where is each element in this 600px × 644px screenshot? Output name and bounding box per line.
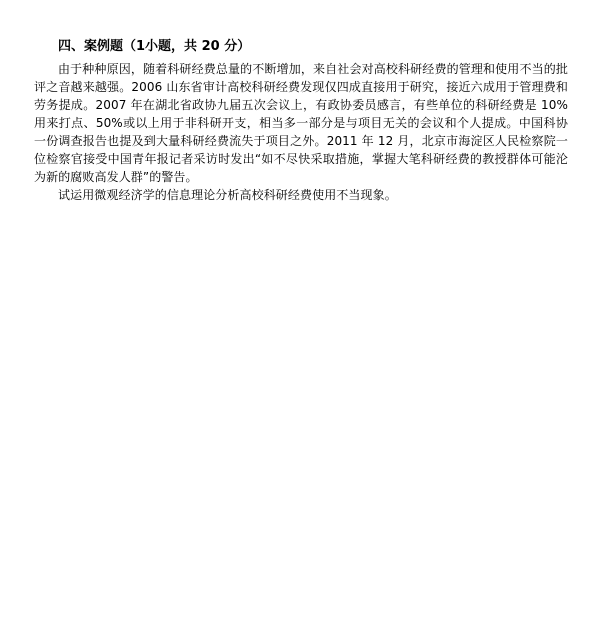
case-question: 试运用微观经济学的信息理论分析高校科研经费使用不当现象。 [58,188,397,202]
case-study-section [34,38,568,204]
section-heading: 四、案例题（1小题，共 20 分） [58,39,251,54]
case-paragraph: 由于种种原因，随着科研经费总量的不断增加，来自社会对高校科研经费的管理和使用不当的批评之音越来越强。2006 山东省审计高校科研经费发现仅四成直接用于研究，接近六成用于管理费和劳务提成。2007 年在湖北省政协九届五次会议上，有政协委员感言，有些单位的科研经费是 10%用来打点、50%或以上用于非科研开支，相当多一部分是与项目无关的会议和个人提成。中国科协一份调查报告也提及到大量科研经费流失于项目之外。2011 年 12 月，北京市海淀区人民检察院一位检察官接受中国青年报记者采访时发出“如不尽快采取措施，掌握大笔科研经费的教授群体可能沦为新的腐败高发人群”的警告。 [34,62,568,184]
